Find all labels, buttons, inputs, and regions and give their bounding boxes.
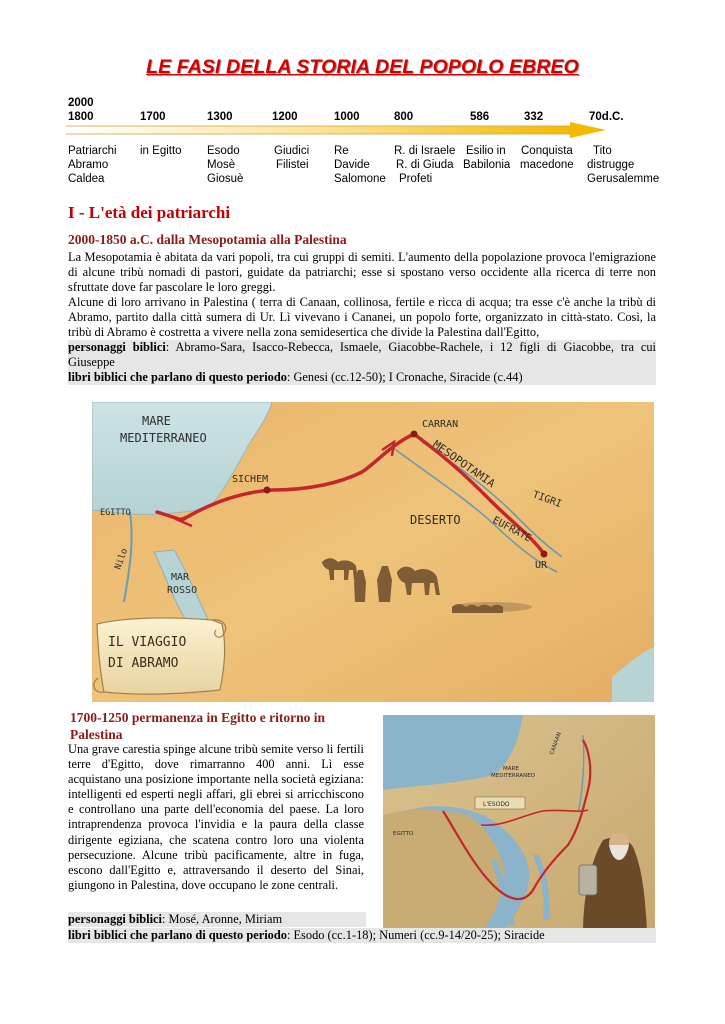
characters-note — [68, 912, 366, 927]
map-label: SICHEM — [232, 474, 269, 485]
timeline-year: 1200 — [272, 111, 298, 123]
timeline-cell: R. di Israele — [394, 145, 456, 157]
timeline-cell: Esilio in — [466, 145, 506, 157]
abraham-journey-map — [92, 402, 654, 702]
timeline-arrow — [66, 122, 606, 138]
timeline-cell: Re — [334, 145, 349, 157]
timeline-cell: Patriarchi — [68, 145, 117, 157]
timeline-year: 1300 — [207, 111, 233, 123]
timeline-cell: Caldea — [68, 173, 105, 185]
paragraph: Una grave carestia spinge alcune tribù semite verso li fertili terre d'Egitto, dove rimarranno 400 anni. Lì esse acquistano una posizione importante nella società egiziana: intelligenti ed esperti negli affari, gli ebrei si arricchiscono e controllano una parte dell'economia del paese. La loro intraprendenza provoca l'invidia e la paura della classe dirigente egiziana, che scatena contro loro una violenta persecuzione. Alcune tribù pacificamente, altre in fuga, escono dall'Egitto e, attraversando il deserto del Sinai, giungono in Palestina, dove occupano le zone centrali. — [68, 742, 364, 892]
books-note — [68, 928, 656, 943]
books-note — [68, 370, 656, 385]
map-label: EGITTO — [393, 831, 414, 837]
characters-text: : Abramo-Sara, Isacco-Rebecca, Ismaele, Giacobbe-Rachele, i 12 figli di Giacobbe, tra cui Giuseppe — [68, 340, 656, 369]
map-label: MEDITERRANEO — [120, 431, 207, 445]
timeline-year: 586 — [470, 111, 490, 123]
timeline-year: 1000 — [334, 111, 360, 123]
timeline-cell: macedone — [520, 159, 574, 171]
map-label: L'ESODO — [483, 801, 510, 808]
map-label: DESERTO — [410, 513, 461, 527]
timeline-cell: Gerusalemme — [587, 173, 660, 185]
timeline-cell: Giudici — [274, 145, 310, 157]
map-label: Nilo — [113, 547, 131, 572]
timeline-cell: Abramo — [68, 159, 109, 171]
page-title: LE FASI DELLA STORIA DEL POPOLO EBREO — [146, 56, 579, 78]
map-label: ROSSO — [167, 585, 198, 596]
books-text: : Esodo (cc.1-18); Numeri (cc.9-14/20-25); Siracide — [286, 928, 545, 942]
exodus-map — [383, 715, 655, 932]
map-label: EUFRATE — [490, 514, 533, 545]
timeline-cell: Conquista — [521, 145, 573, 157]
section-heading: I - L'età dei patriarchi — [68, 203, 231, 222]
timeline-cell: Profeti — [399, 173, 433, 185]
timeline-cell: Mosè — [207, 159, 236, 171]
timeline-top-year: 2000 — [68, 97, 94, 109]
section-subheading: 2000-1850 a.C. dalla Mesopotamia alla Palestina — [68, 232, 347, 247]
timeline-cell: distrugge — [587, 159, 635, 171]
map-label: TIGRI — [530, 489, 564, 511]
timeline-year: 800 — [394, 111, 414, 123]
timeline-cell: Tito — [593, 145, 612, 157]
scroll-title: DI ABRAMO — [108, 656, 179, 671]
characters-text: : Mosé, Aronne, Miriam — [161, 912, 283, 926]
timeline-year: 1700 — [140, 111, 166, 123]
characters-label: personaggi biblici — [68, 912, 162, 926]
timeline-year: 332 — [524, 111, 544, 123]
books-text: : Genesi (cc.12-50); I Cronache, Siracide (c.44) — [286, 370, 523, 384]
map-label: MARE — [142, 414, 171, 428]
characters-label: personaggi biblici — [68, 340, 166, 354]
scroll-title: IL VIAGGIO — [108, 635, 187, 650]
map-label: CANAAN — [549, 731, 563, 756]
section-subheading: 1700-1250 permanenza in Egitto e ritorno in Palestina — [70, 710, 325, 742]
paragraph: Alcune di loro arrivano in Palestina ( terra di Canaan, collinosa, fertile e ricca di acqua; tra esse c'è anche la tribù di Abramo, partito dalla città sumera di Ur. Lì vivevano i Cananei, un popolo forte, organizzato in città-stato. Così, la tribù di Abramo è costretta a vivere nella zona semidesertica che divide la Palestina dall'Egitto, — [68, 295, 656, 339]
map-label: EGITTO — [100, 508, 131, 518]
timeline-cell: Giosuè — [207, 173, 244, 185]
map-label: MAR — [171, 572, 190, 583]
timeline-cell: Salomone — [334, 173, 386, 185]
paragraph: La Mesopotamia è abitata da vari popoli, tra cui gruppi di semiti. L'aumento della popolazione provoca l'emigrazione di alcune tribù nomadi di pastori, guidate da patriarchi; esse si spostano verso occidente alla ricerca di terre non sfruttate dove far pascolare le loro greggi. — [68, 250, 656, 294]
timeline-cell: R. di Giuda — [396, 159, 454, 171]
timeline-year: 70d.C. — [589, 111, 624, 123]
timeline — [0, 0, 725, 200]
characters-note — [68, 340, 656, 370]
map-label: MARE — [503, 766, 519, 772]
timeline-cell: Davide — [334, 159, 370, 171]
timeline-cell: Babilonia — [463, 159, 511, 171]
timeline-cell: Esodo — [207, 145, 240, 157]
books-label: libri biblici che parlano di questo periodo — [68, 370, 287, 384]
map-label: MEDITERRANEO — [491, 773, 536, 779]
timeline-cell: Filistei — [276, 159, 309, 171]
map-label: MESOPOTAMIA — [430, 437, 498, 491]
map-label: CARRAN — [422, 419, 459, 430]
timeline-cell: in Egitto — [140, 145, 182, 157]
books-label: libri biblici che parlano di questo periodo — [68, 928, 287, 942]
map-label: UR — [535, 560, 548, 571]
timeline-year: 1800 — [68, 111, 94, 123]
